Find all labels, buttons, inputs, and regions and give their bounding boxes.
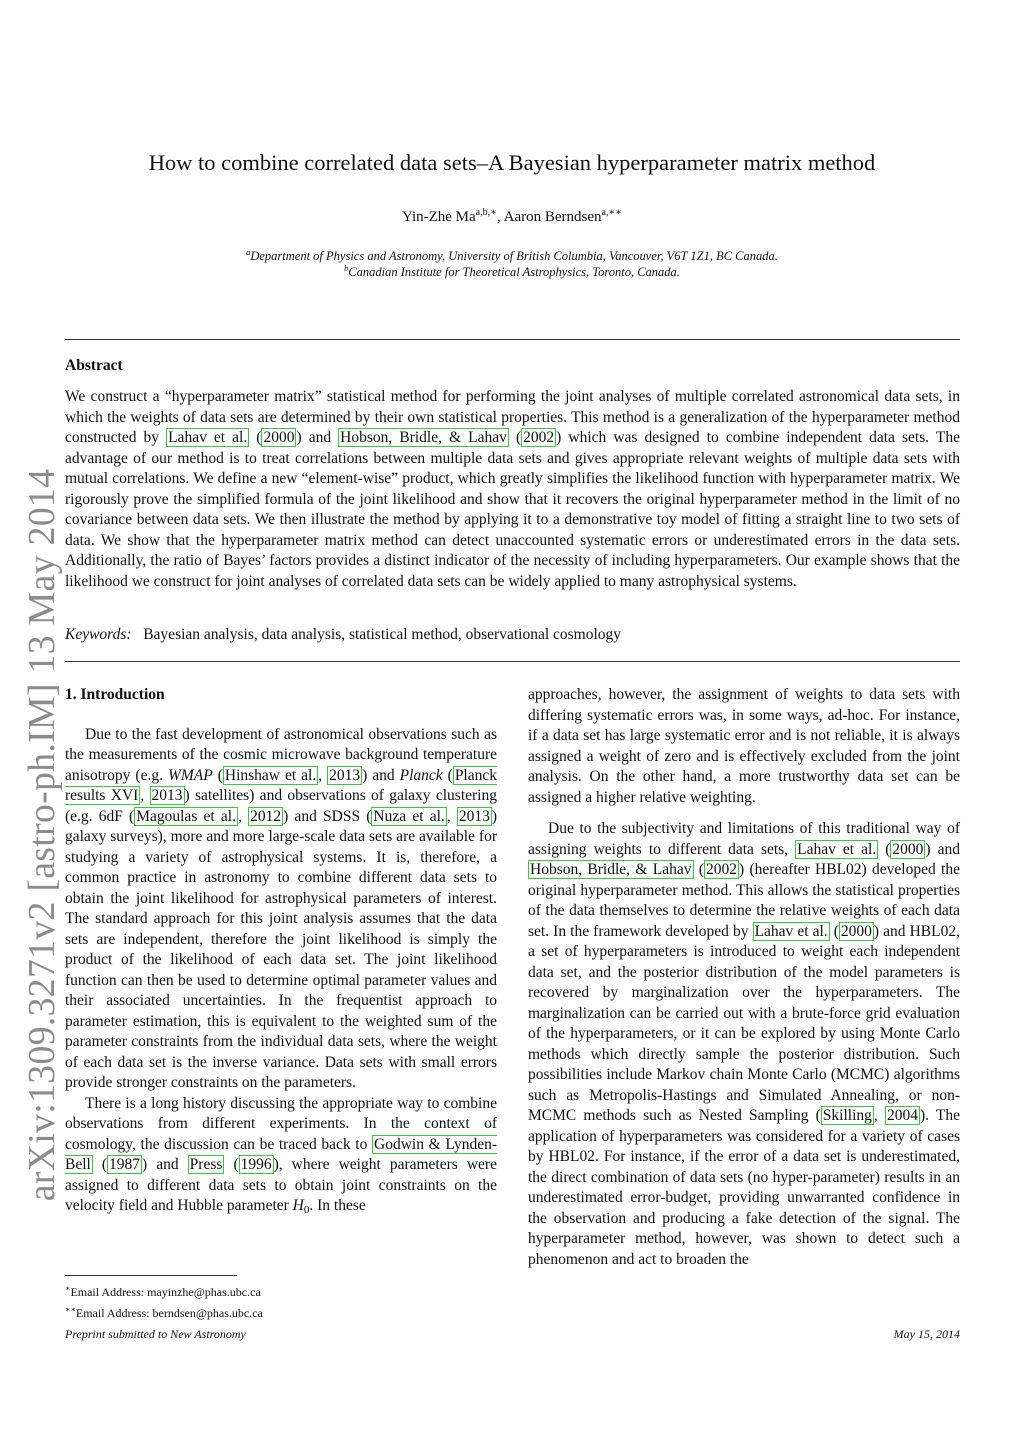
footnote-mark: ∗∗ <box>65 1305 76 1314</box>
paragraph-text: ( <box>92 1156 108 1173</box>
abstract-text: ) which was designed to combine independent data sets. The advantage of our method is to treat correlations between multiple data sets and gives appropriate relevant weights of multiple data sets with mutual correlations. We define a new “element-wise” product, which greatly simplifies the likelihood function with hyperparameter matrix. We rigorously prove the simplified formula of the joint likelihood and show that it recovers the original hyperparameter method in the limit of no covariance between data sets. We then illustrate the method by applying it to a demonstrative toy model of fitting a straight line to two sets of data. We show that the hyperparameter matrix method can detect unaccounted systematic errors or underestimated errors in the data sets. Additionally, the ratio of Bayes’ factors provides a distinct indicator of the necessity of including hyperparameters. Our example shows that the likelihood we construct for joint analyses of correlated data sets can be widely applied to many astrophysical systems. <box>65 429 960 590</box>
paragraph-text: ( <box>442 766 453 784</box>
footnote <box>65 1280 263 1301</box>
mission-name: Planck <box>399 766 443 784</box>
abstract-heading: Abstract <box>65 357 123 374</box>
citation-link[interactable]: Nuza et al. <box>373 807 445 825</box>
footnote-text: Email Address: mayinzhe@phas.ubc.ca <box>70 1285 261 1299</box>
citation-link[interactable]: Hinshaw et al. <box>224 766 317 784</box>
paragraph-text: , <box>873 1107 885 1124</box>
citation-link[interactable]: Lahav et al. <box>797 840 877 858</box>
math-subscript: 0 <box>303 1204 310 1216</box>
author-line <box>0 207 1024 226</box>
affiliation <box>0 247 1024 264</box>
author-separator: , <box>496 209 504 225</box>
paragraph-text: . In these <box>309 1197 366 1214</box>
paragraph-text: ) satellites) and observations of galaxy clustering (e.g. 6dF ( <box>65 787 497 825</box>
author-name: Aaron Berndsen <box>503 209 602 225</box>
footnotes <box>65 1280 263 1322</box>
citation-link[interactable]: Hobson, Bridle, & Lahav <box>530 861 692 878</box>
affiliation-text: Canadian Institute for Theoretical Astrophysics, Toronto, Canada. <box>348 265 680 279</box>
paragraph-text: Due to the fast development of astronomical observations such as the measurements of the cosmic microwave background temperature anisotropy (e.g. <box>65 725 497 784</box>
author-affiliation-marks: a,∗∗ <box>601 207 623 218</box>
intro-paragraph <box>65 1094 497 1221</box>
abstract-body <box>65 387 960 592</box>
citation-link[interactable]: 2002 <box>706 861 737 878</box>
footer-journal: Preprint submitted to New Astronomy <box>65 1327 246 1341</box>
intro-paragraph <box>65 725 497 1094</box>
affiliation-mark: b <box>344 263 349 273</box>
citation-link[interactable]: 1996 <box>240 1156 272 1173</box>
abstract-text: ( <box>249 429 262 446</box>
paragraph-text: ( <box>224 1156 239 1173</box>
paper-title: How to combine correlated data sets–A Bayesian hyperparameter matrix method <box>148 150 876 175</box>
paragraph-text: ) and HBL02, a set of hyperparameters is introduced to weight each independent data set, and the posterior distribution of the model parameters is recovered by marginalization over the hyperparameters. The marginalization can be carried out with a brute-force grid evaluation of the hyperparameters, or it can be explored by using Monte Carlo methods which directly sample the posterior distribution. Such possibilities include Markov chain Monte Carlo (MCMC) algorithms such as Metropolis-Hastings and Simulated Annealing, or non-MCMC methods such as Nested Sampling ( <box>528 922 960 1124</box>
paragraph-text: ). The application of hyperparameters was considered for a variety of cases by HBL02. For instance, if the error of a data set is underestimated, the direct combination of data sets (no hyper-parameter) results in an underestimated error-budget, providing unwarranted confidence in the observation and producing a fake detection of the signal. The hyperparameter method, however, was shown to detect such a phenomenon and act to broaden the <box>528 1107 961 1268</box>
paragraph-text: , <box>140 787 150 804</box>
citation-link[interactable]: 2000 <box>840 922 872 940</box>
author-name: Yin-Zhe Ma <box>401 209 476 225</box>
paragraph-text: ) (hereafter HBL02) developed the original hyperparameter method. This allows the statistical properties of the data themselves to determine the relative weights of each data set. In the framework developed by <box>528 861 960 940</box>
abstract-text: ) and <box>296 429 339 446</box>
paragraph-text: , <box>318 766 328 784</box>
citation-link[interactable]: 1987 <box>109 1156 141 1173</box>
citation-link[interactable]: Godwin & Lynden-Bell <box>65 1135 498 1173</box>
paragraph-text: ( <box>829 922 839 940</box>
paragraph-text: ), where weight parameters were assigned to different data sets to obtain joint constraints on the velocity field and Hubble parameter <box>65 1156 497 1214</box>
paragraph-text: ) and SDSS ( <box>283 807 372 825</box>
footnote-divider <box>65 1275 237 1276</box>
paragraph-text: There is a long history discussing the appropriate way to combine observations from different experiments. In the context of cosmology, the discussion can be traced back to <box>65 1094 497 1153</box>
mission-name: WMAP <box>167 766 213 784</box>
citation-link[interactable]: Hobson, Bridle, & Lahav <box>340 429 507 446</box>
top-divider <box>65 339 960 340</box>
citation-link[interactable]: 2013 <box>329 766 361 784</box>
citation-link[interactable]: 2012 <box>250 807 282 825</box>
footnote-text: Email Address: berndsen@phas.ubc.ca <box>75 1306 263 1320</box>
paragraph-text: ( <box>878 840 891 858</box>
paragraph-text: , <box>446 807 457 825</box>
citation-link[interactable]: Skilling <box>822 1107 872 1124</box>
arxiv-identifier-stamp: arXiv:1309.3271v2 [astro-ph.IM] 13 May 2014 <box>21 468 63 1202</box>
citation-link[interactable]: Planck results XVI <box>65 766 497 804</box>
footer-date: May 15, 2014 <box>893 1327 960 1341</box>
intro-paragraph: approaches, however, the assignment of weights to data sets with differing systematic errors was, in some ways, ad-hoc. For instance, if a data set has large systematic error and is not reliable, it is always assigned a weight of zero and is effectively excluded from the joint analysis. On the other hand, a more trustworthy data set can be assigned a higher relative weighting. <box>528 686 960 806</box>
abstract-text: ( <box>508 429 522 446</box>
paragraph-text: ) galaxy surveys), more and more large-scale data sets are available for studying a variety of astrophysical systems. It is, therefore, a common practice in astronomy to combine different data sets to obtain the joint likelihood for astrophysical parameters of interest. The standard approach for this joint analysis assumes that the data sets are independent, therefore the joint likelihood is simply the product of the likelihood of each data set. The joint likelihood function can then be used to determine optimal parameter values and their associated uncertainties. In the frequentist approach to parameter estimation, this is equivalent to the weighted sum of the parameter constraints from the individual data sets, where the weight of each data set is the inverse variance. Data sets with small errors provide stronger constraints on the parameters. <box>65 807 498 1091</box>
citation-link[interactable]: Magoulas et al. <box>136 807 236 825</box>
paragraph-text: ) and <box>362 766 400 784</box>
keywords-text: Bayesian analysis, data analysis, statistical method, observational cosmology <box>143 626 622 643</box>
citation-link[interactable]: 2002 <box>523 429 555 446</box>
intro-paragraph <box>528 819 960 1270</box>
right-column <box>528 685 960 1270</box>
keywords-label: Keywords: <box>65 626 132 643</box>
abstract-text: We construct a “hyperparameter matrix” statistical method for performing the joint analyses of multiple correlated astronomical data sets, in which the weights of data sets are determined by their own statistical properties. This method is a generalization of the hyperparameter method constructed by <box>65 388 960 446</box>
citation-link[interactable]: Lahav et al. <box>754 922 828 940</box>
bottom-divider <box>65 661 960 662</box>
affiliation-text: Department of Physics and Astronomy, University of British Columbia, Vancouver, V6T 1Z1, BC Canada. <box>250 249 778 263</box>
citation-link[interactable]: 2004 <box>886 1107 918 1124</box>
author-affiliation-marks: a,b,∗ <box>475 207 497 218</box>
affiliation <box>0 263 1024 280</box>
citation-link[interactable]: 2013 <box>458 807 490 825</box>
math-symbol: H <box>292 1197 304 1214</box>
paragraph-text: ( <box>693 861 704 878</box>
citation-link[interactable]: 2000 <box>263 429 295 446</box>
footnote <box>65 1301 263 1322</box>
keywords-line <box>65 626 960 644</box>
section-heading: 1. Introduction <box>65 686 165 703</box>
paragraph-text: Due to the subjectivity and limitations of this traditional way of assigning weights to different data sets, <box>528 820 960 858</box>
left-column <box>65 685 497 1221</box>
paragraph-text: ( <box>212 766 223 784</box>
citation-link[interactable]: Lahav et al. <box>168 429 248 446</box>
paragraph-text: , <box>238 807 249 825</box>
footnote-mark: ∗ <box>65 1284 71 1293</box>
citation-link[interactable]: Press <box>189 1156 223 1173</box>
paragraph-text: ) and <box>142 1156 188 1173</box>
affiliation-mark: a <box>246 247 251 257</box>
citation-link[interactable]: 2013 <box>151 787 183 804</box>
paragraph-text: ) and <box>925 840 960 858</box>
citation-link[interactable]: 2000 <box>892 840 924 858</box>
